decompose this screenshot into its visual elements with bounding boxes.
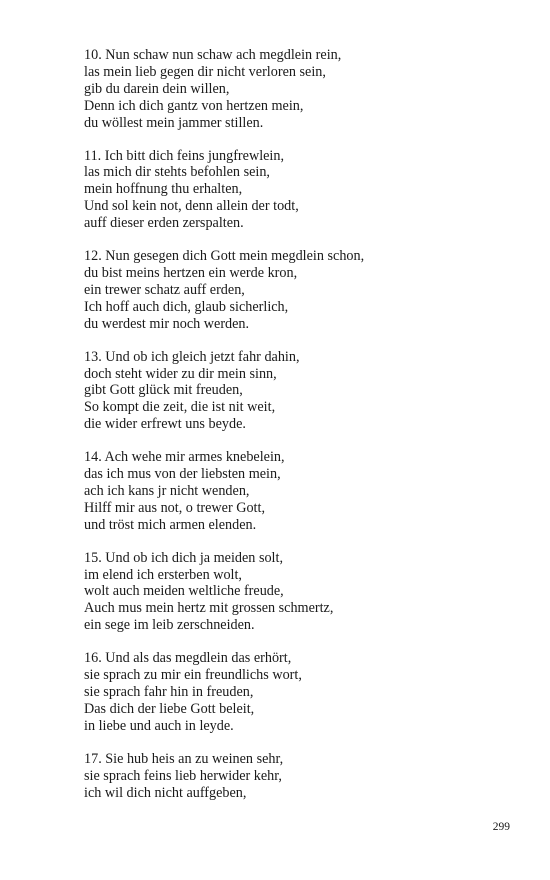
verse-line: 14. Ach wehe mir armes knebelein, xyxy=(84,449,285,466)
poem-text xyxy=(84,47,504,817)
verse-line: auff dieser erden zerspalten. xyxy=(84,215,244,232)
verse-line: du werdest mir noch werden. xyxy=(84,315,250,332)
verse-line: Das dich der liebe Gott beleit, xyxy=(84,700,255,717)
verse-line: mein hoffnung thu erhalten, xyxy=(84,181,243,198)
verse-line: So kompt die zeit, die ist nit weit, xyxy=(84,399,276,416)
verse-line: die wider erfrewt uns beyde. xyxy=(84,416,246,433)
verse-line: und tröst mich armen elenden. xyxy=(84,516,257,533)
stanza-12 xyxy=(84,248,504,333)
verse-line: 15. Und ob ich dich ja meiden solt, xyxy=(84,549,283,566)
verse-line: sie sprach zu mir ein freundlichs wort, xyxy=(84,667,302,684)
verse-line: sie sprach feins lieb herwider kehr, xyxy=(84,767,282,784)
verse-line: ein trewer schatz auff erden, xyxy=(84,281,245,298)
verse-line: Denn ich dich gantz von hertzen mein, xyxy=(84,97,304,114)
verse-line: ich wil dich nicht auffgeben, xyxy=(84,784,247,801)
verse-line: 10. Nun schaw nun schaw ach megdlein rein, xyxy=(84,47,342,63)
stanza-16 xyxy=(84,650,504,735)
verse-line: Hilff mir aus not, o trewer Gott, xyxy=(84,499,265,516)
verse-line: im elend ich ersterben wolt, xyxy=(84,566,242,583)
stanza-14 xyxy=(84,449,504,534)
verse-line: ein sege im leib zerschneiden. xyxy=(84,617,255,634)
verse-line: das ich mus von der liebsten mein, xyxy=(84,466,281,483)
verse-line: ach ich kans jr nicht wenden, xyxy=(84,482,250,499)
verse-line: du bist meins hertzen ein werde kron, xyxy=(84,264,298,281)
stanza-15 xyxy=(84,550,504,635)
verse-line: 12. Nun gesegen dich Gott mein megdlein schon, xyxy=(84,248,365,265)
verse-line: 16. Und als das megdlein das erhört, xyxy=(84,650,292,667)
stanza-10 xyxy=(84,47,504,132)
verse-line: 13. Und ob ich gleich jetzt fahr dahin, xyxy=(84,348,300,365)
verse-line: Auch mus mein hertz mit grossen schmertz, xyxy=(84,600,334,617)
verse-line: du wöllest mein jammer stillen. xyxy=(84,114,264,131)
verse-line: las mich dir stehts befohlen sein, xyxy=(84,164,270,181)
stanza-17 xyxy=(84,751,504,802)
verse-line: Ich hoff auch dich, glaub sicherlich, xyxy=(84,298,289,315)
verse-line: in liebe und auch in leyde. xyxy=(84,717,234,734)
verse-line: 17. Sie hub heis an zu weinen sehr, xyxy=(84,750,284,767)
verse-line: doch steht wider zu dir mein sinn, xyxy=(84,365,277,382)
page-number: 299 xyxy=(492,821,510,833)
stanza-13 xyxy=(84,349,504,434)
verse-line: sie sprach fahr hin in freuden, xyxy=(84,684,254,700)
verse-line: wolt auch meiden weltliche freude, xyxy=(84,583,284,600)
verse-line: las mein lieb gegen dir nicht verloren sein, xyxy=(84,63,326,80)
verse-line: 11. Ich bitt dich feins jungfrewlein, xyxy=(84,147,285,164)
verse-line: gibt Gott glück mit freuden, xyxy=(84,382,243,399)
verse-line: Und sol kein not, denn allein der todt, xyxy=(84,198,299,215)
verse-line: gib du darein dein willen, xyxy=(84,80,230,97)
stanza-11 xyxy=(84,148,504,233)
